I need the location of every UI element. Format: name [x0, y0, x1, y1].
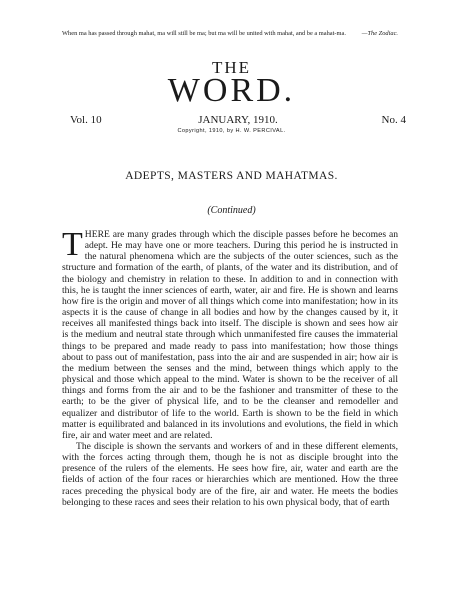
- paragraph-1: [62, 226, 398, 441]
- continued-label: (Continued): [207, 205, 256, 216]
- masthead-title: WORD.: [167, 72, 296, 109]
- issue-number: No. 4: [381, 114, 406, 126]
- drop-cap: T: [62, 226, 83, 263]
- paragraph-1-text: HERE are many grades through which the disciple passes before he becomes an adept. He may have one or more teachers. During this period he is instructed in the natural phenomena which are the subjects of the outer sciences, such as the structure and formation of the earth, of plants, of the water and its distribution, and of the biology and chemistry in relation to these. In addition to and in connection with this, he is taught the inner sciences of earth, water, air and fire. He is shown and learns how fire is the origin and mover of all things which come into manifestation; how in its aspects it is the cause of change in all bodies and how by the changes caused by it, it receives all manifested things back into itself. The disciple is shown and sees how air is the medium and neutral state through which unmanifested fire causes the immaterial things to be prepared and made ready to pass into manifestation; how those things about to pass out of manifestation, pass into the air and are suspended in air; how air is the medium between the senses and the mind, between things which apply to the physical and those which appeal to the mind. Water is shown to be the receiver of all things and forms from the air and to be the fashioner and transmitter of these to the earth; to be the giver of physical life, and to be the cleanser and remodeller and equalizer and distributor of life to the world. Earth is shown to be the field in which matter is equilibrated and balanced in its involutions and evolutions, the field in which fire, air and water meet and are related.: [62, 229, 398, 441]
- article-body: [62, 226, 398, 508]
- issue-date: JANUARY, 1910.: [198, 114, 278, 126]
- article-title: ADEPTS, MASTERS AND MAHATMAS.: [125, 170, 338, 182]
- epigraph-source: —The Zodiac.: [361, 30, 398, 37]
- epigraph: [62, 30, 398, 38]
- volume-label: Vol. 10: [70, 114, 102, 126]
- epigraph-text: When ma has passed through mahat, ma will still be ma; but ma will be united with mahat, and be a mahat-ma.: [62, 30, 346, 37]
- masthead-the: THE: [211, 58, 252, 77]
- paragraph-2: The disciple is shown the servants and workers of and in these different elements, with the forces acting through them, though he is not as disciple brought into the presence of the rulers of the elements. He sees how fire, air, water and earth are the fields of action of the four races or hierarchies which are mentioned. How the three races preceding the physical body are of the fire, air and water. He meets the bodies belonging to these races and sees their relation to his own physical body, that of earth: [62, 440, 398, 508]
- copyright-notice: Copyright, 1910, by H. W. PERCIVAL.: [177, 128, 286, 134]
